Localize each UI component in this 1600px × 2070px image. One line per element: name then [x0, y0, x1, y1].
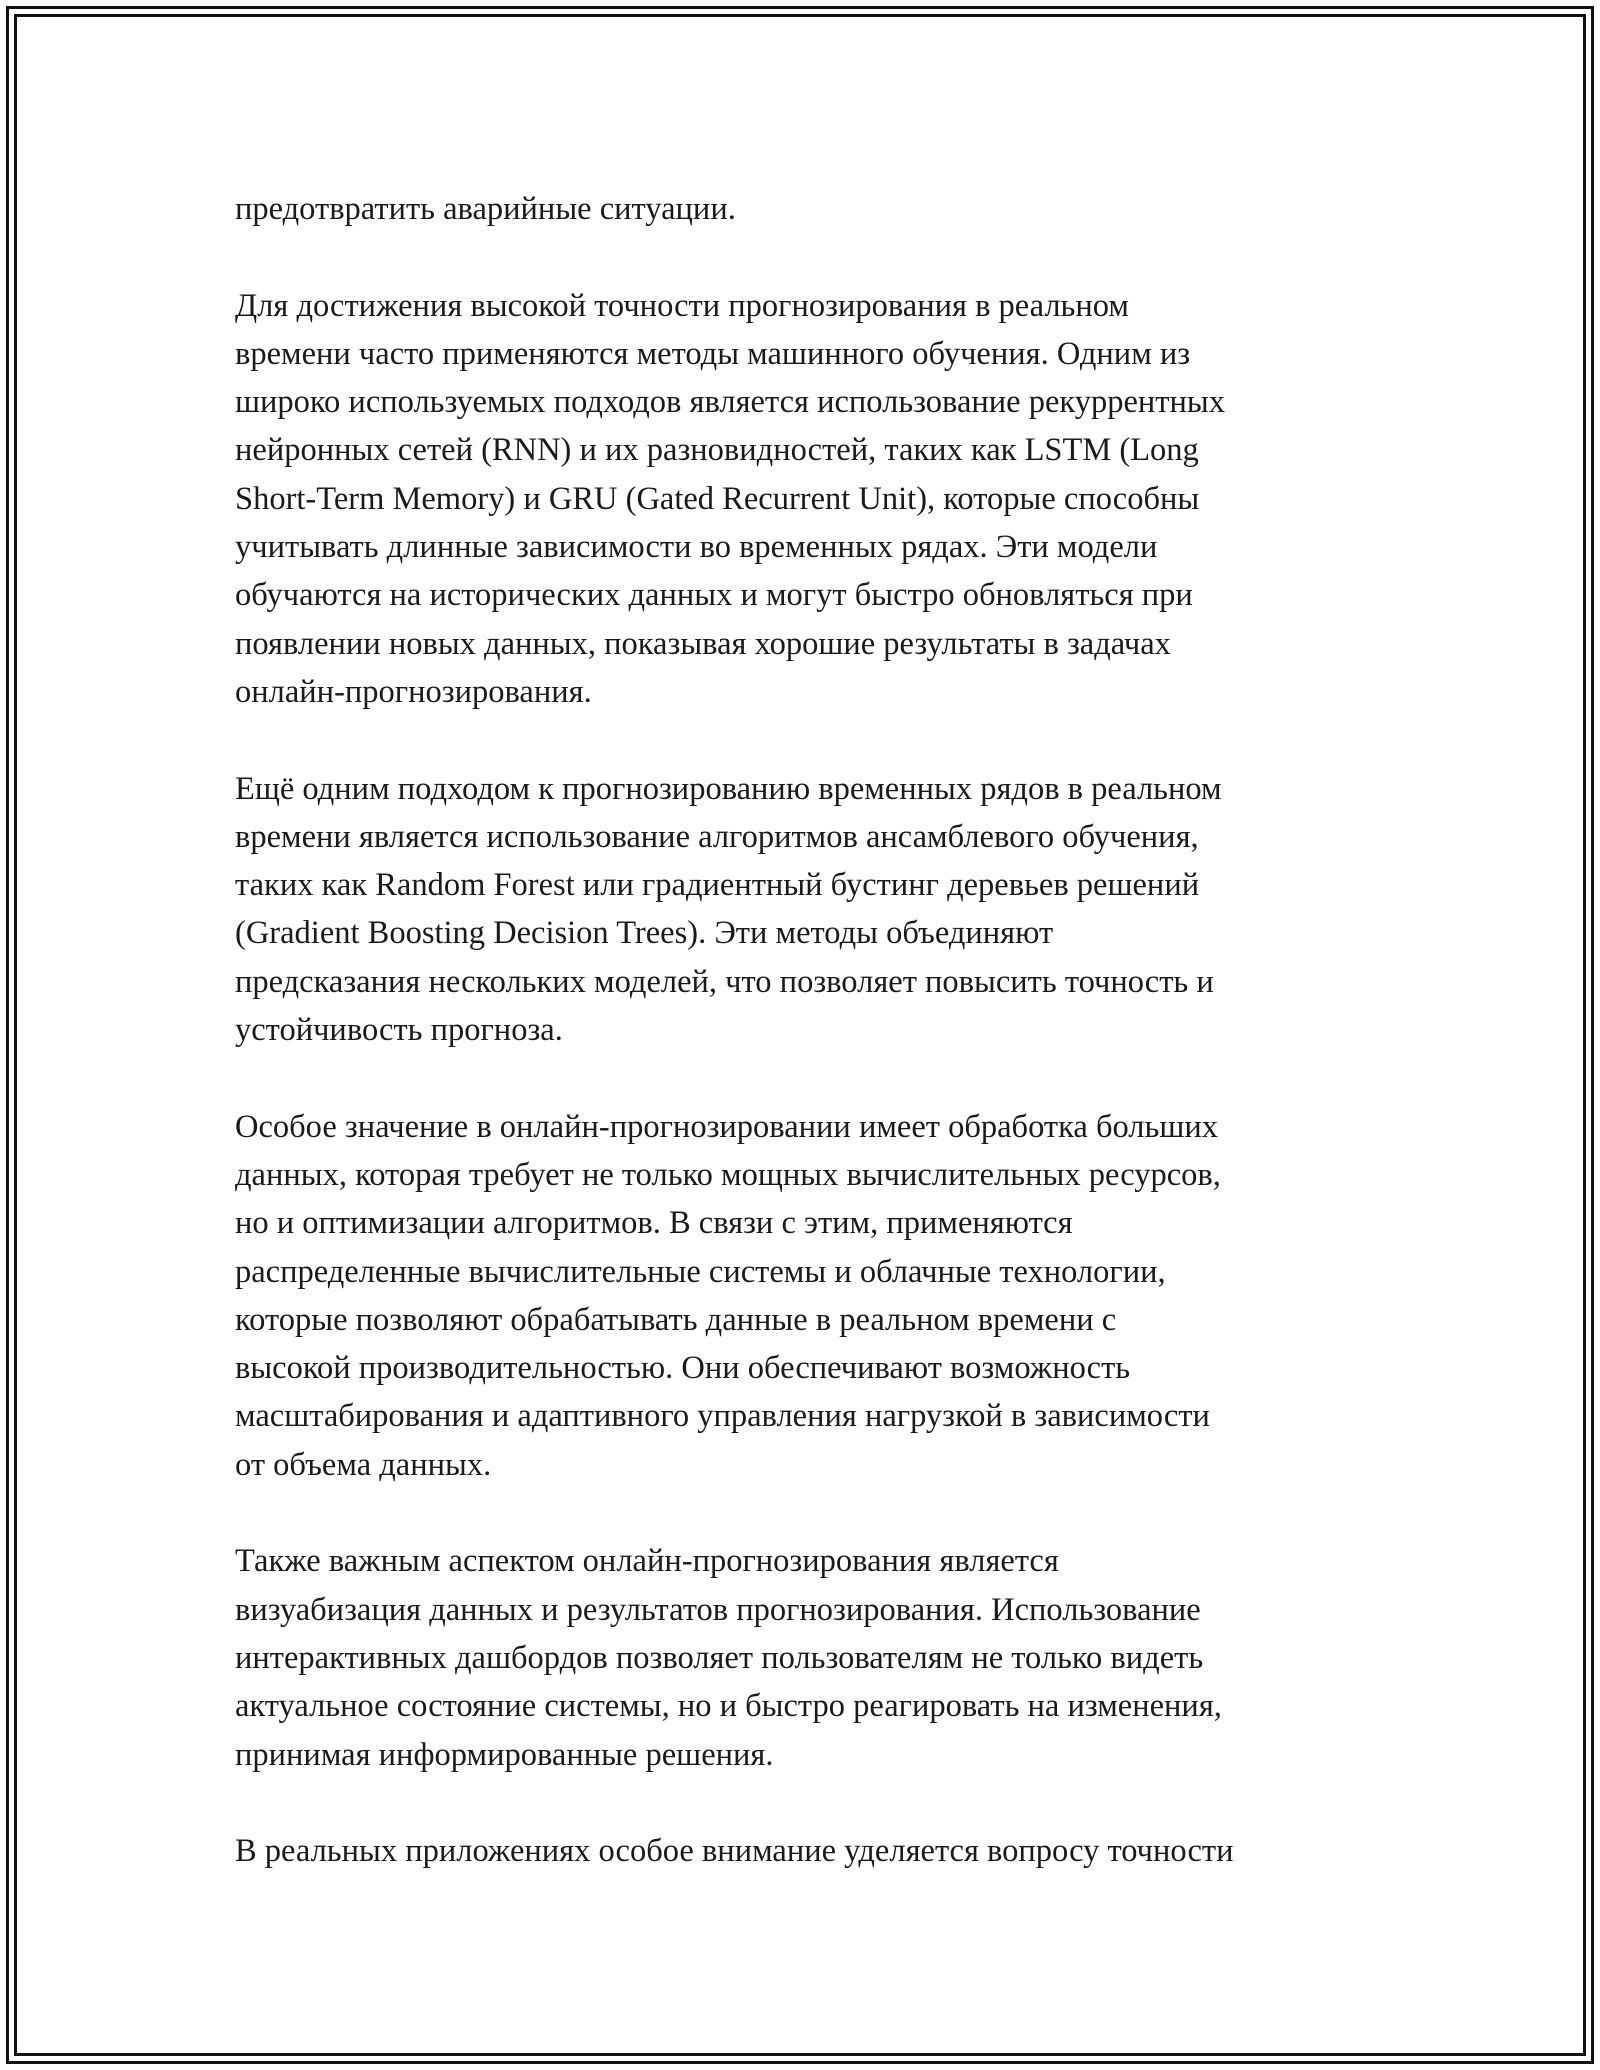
- text-line: В реальных приложениях особое внимание уделяется вопросу точности: [235, 1833, 1234, 1870]
- text-line: данных, которая требует не только мощных вычислительных ресурсов,: [235, 1156, 1221, 1193]
- text-line: Ещё одним подходом к прогнозированию временных рядов в реальном: [235, 770, 1222, 807]
- text-line: онлайн-прогнозирования.: [235, 673, 592, 710]
- text-line: масштабирования и адаптивного управления нагрузкой в зависимости: [235, 1398, 1210, 1435]
- paragraph-6: [235, 1827, 1375, 1875]
- text-line: появлении новых данных, показывая хорошие результаты в задачах: [235, 625, 1171, 662]
- text-line: интерактивных дашбордов позволяет пользователям не только видеть: [235, 1639, 1204, 1676]
- text-line: Для достижения высокой точности прогнозирования в реальном: [235, 287, 1129, 324]
- text-line: визуабизация данных и результатов прогнозирования. Использование: [235, 1591, 1201, 1628]
- paragraph-4: [235, 1103, 1375, 1489]
- text-line: устойчивость прогноза.: [235, 1012, 563, 1049]
- text-line: широко используемых подходов является использование рекуррентных: [235, 384, 1225, 421]
- text-line: актуальное состояние системы, но и быстро реагировать на изменения,: [235, 1688, 1222, 1725]
- text-line: обучаются на исторических данных и могут быстро обновляться при: [235, 577, 1193, 614]
- paragraph-1: [235, 185, 1375, 233]
- text-line: времени является использование алгоритмов ансамблевого обучения,: [235, 818, 1199, 855]
- text-line: принимая информированные решения.: [235, 1736, 774, 1773]
- document-body: [235, 185, 1375, 1924]
- text-line: (Gradient Boosting Decision Trees). Эти методы объединяют: [235, 915, 1054, 952]
- text-line: которые позволяют обрабатывать данные в реальном времени с: [235, 1301, 1117, 1338]
- text-line: таких как Random Forest или градиентный бустинг деревьев решений: [235, 867, 1200, 904]
- text-line: Short-Term Memory) и GRU (Gated Recurrent Unit), которые способны: [235, 480, 1200, 517]
- text-line: времени часто применяются методы машинного обучения. Одним из: [235, 335, 1191, 372]
- text-line: распределенные вычислительные системы и облачные технологии,: [235, 1253, 1166, 1290]
- paragraph-2: [235, 282, 1375, 717]
- text-line: высокой производительностью. Они обеспечивают возможность: [235, 1350, 1131, 1387]
- paragraph-5: [235, 1537, 1375, 1778]
- text-line: Особое значение в онлайн-прогнозировании имеет обработка больших: [235, 1108, 1219, 1145]
- text-line: нейронных сетей (RNN) и их разновидностей, таких как LSTM (Long: [235, 432, 1199, 469]
- text-line: предсказания нескольких моделей, что позволяет повысить точность и: [235, 963, 1214, 1000]
- text-line: учитывать длинные зависимости во временных рядах. Эти модели: [235, 529, 1158, 566]
- text-line: но и оптимизации алгоритмов. В связи с этим, применяются: [235, 1205, 1073, 1242]
- text-line: от объема данных.: [235, 1446, 492, 1483]
- text-line: Также важным аспектом онлайн-прогнозирования является: [235, 1543, 1059, 1580]
- paragraph-3: [235, 765, 1375, 1055]
- text-line: предотвратить аварийные ситуации.: [235, 191, 736, 227]
